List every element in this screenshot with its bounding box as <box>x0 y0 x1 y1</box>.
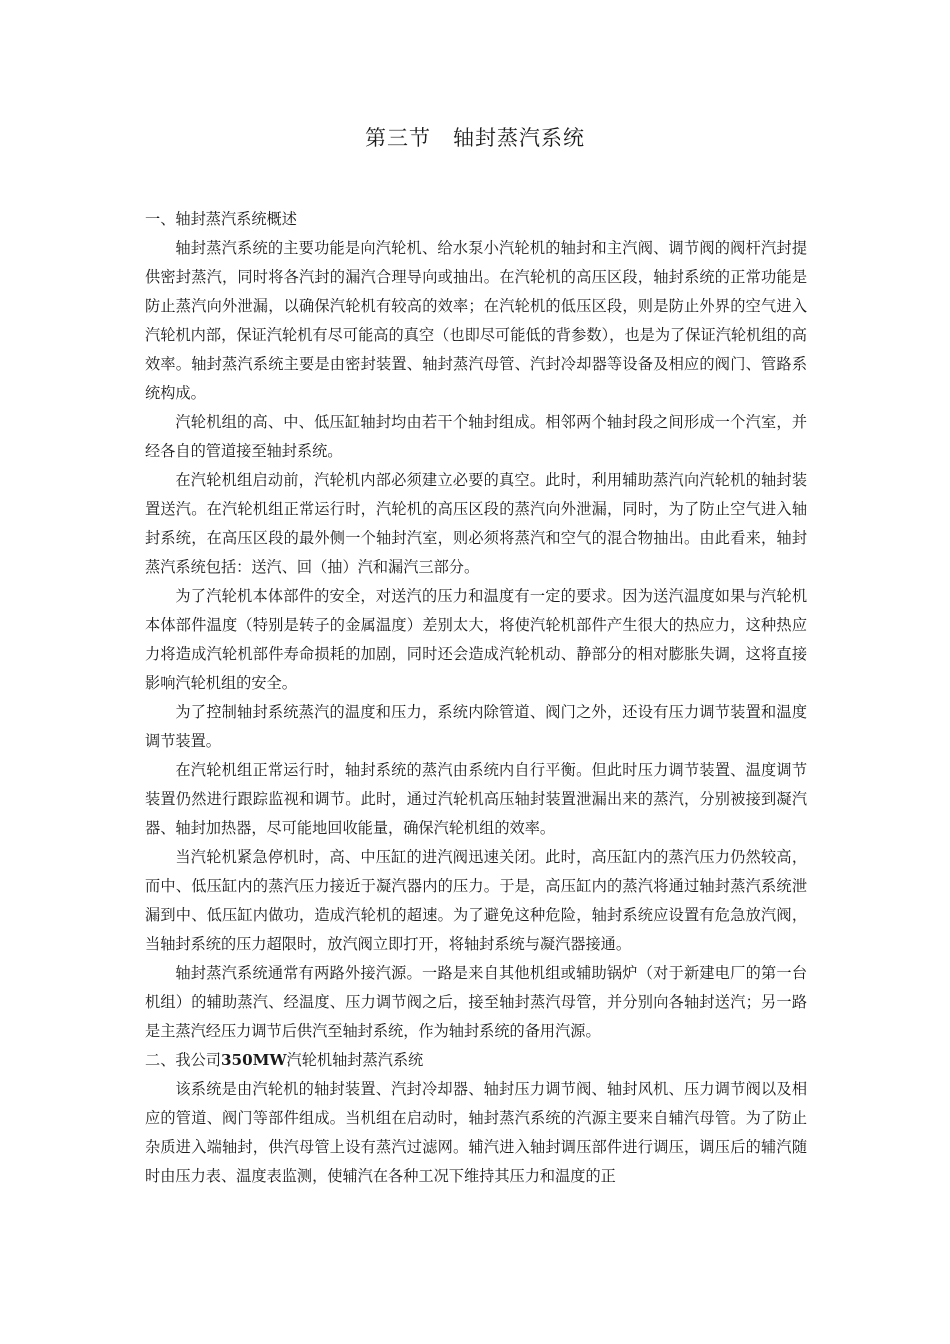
heading-prefix: 二、我公司 <box>145 1051 221 1069</box>
heading-overview: 一、轴封蒸汽系统概述 <box>145 210 297 228</box>
paragraph: 轴封蒸汽系统的主要功能是向汽轮机、给水泵小汽轮机的轴封和主汽阀、调节阀的阀杆汽封提供密封蒸汽，同时将各汽封的漏汽合理导向或抽出。在汽轮机的高压区段，轴封系统的正常功能是防止蒸汽向外泄漏，以确保汽轮机有较高的效率；在汽轮机的低压区段，则是防止外界的空气进入汽轮机内部，保证汽轮机有尽可能高的真空（也即尽可能低的背参数），也是为了保证汽轮机组的高效率。轴封蒸汽系统主要是由密封装置、轴封蒸汽母管、汽封冷却器等设备及相应的阀门、管路系统构成。 <box>145 239 807 402</box>
paragraph: 在汽轮机组正常运行时，轴封系统的蒸汽由系统内自行平衡。但此时压力调节装置、温度调节装置仍然进行跟踪监视和调节。此时，通过汽轮机高压轴封装置泄漏出来的蒸汽，分别被接到凝汽器、轴封加热器，尽可能地回收能量，确保汽轮机组的效率。 <box>145 761 807 837</box>
heading-suffix: 汽轮机轴封蒸汽系统 <box>286 1051 424 1069</box>
paragraph: 在汽轮机组启动前，汽轮机内部必须建立必要的真空。此时，利用辅助蒸汽向汽轮机的轴封装置送汽。在汽轮机组正常运行时，汽轮机的高压区段的蒸汽向外泄漏，同时，为了防止空气进入轴封系统，在高压区段的最外侧一个轴封汽室，则必须将蒸汽和空气的混合物抽出。由此看来，轴封蒸汽系统包括：送汽、回（抽）汽和漏汽三部分。 <box>145 471 807 576</box>
heading-company-system <box>145 1046 807 1075</box>
page-title <box>0 122 950 152</box>
section-number: 第三节 <box>365 126 431 150</box>
paragraph: 该系统是由汽轮机的轴封装置、汽封冷却器、轴封压力调节阀、轴封风机、压力调节阀以及相应的管道、阀门等部件组成。当机组在启动时，轴封蒸汽系统的汽源主要来自辅汽母管。为了防止杂质进入端轴封，供汽母管上设有蒸汽过滤网。辅汽进入轴封调压部件进行调压，调压后的辅汽随时由压力表、温度表监测，使辅汽在各种工况下维持其压力和温度的正 <box>145 1080 807 1185</box>
section-name: 轴封蒸汽系统 <box>453 126 585 150</box>
heading-capacity: 350MW <box>220 1051 287 1069</box>
paragraph: 为了汽轮机本体部件的安全，对送汽的压力和温度有一定的要求。因为送汽温度如果与汽轮机本体部件温度（特别是转子的金属温度）差别太大，将使汽轮机部件产生很大的热应力，这种热应力将造成汽轮机部件寿命损耗的加剧，同时还会造成汽轮机动、静部分的相对膨胀失调，这将直接影响汽轮机组的安全。 <box>145 587 807 692</box>
paragraph: 轴封蒸汽系统通常有两路外接汽源。一路是来自其他机组或辅助锅炉（对于新建电厂的第一台机组）的辅助蒸汽、经温度、压力调节阀之后，接至轴封蒸汽母管，并分别向各轴封送汽；另一路是主蒸汽经压力调节后供汽至轴封系统，作为轴封系统的备用汽源。 <box>145 964 807 1040</box>
paragraph: 当汽轮机紧急停机时，高、中压缸的进汽阀迅速关闭。此时，高压缸内的蒸汽压力仍然较高，而中、低压缸内的蒸汽压力接近于凝汽器内的压力。于是，高压缸内的蒸汽将通过轴封蒸汽系统泄漏到中、低压缸内做功，造成汽轮机的超速。为了避免这种危险，轴封系统应设置有危急放汽阀，当轴封系统的压力超限时，放汽阀立即打开，将轴封系统与凝汽器接通。 <box>145 848 807 953</box>
paragraph: 汽轮机组的高、中、低压缸轴封均由若干个轴封组成。相邻两个轴封段之间形成一个汽室，并经各自的管道接至轴封系统。 <box>145 413 807 460</box>
document-body <box>145 205 807 1191</box>
paragraph: 为了控制轴封系统蒸汽的温度和压力，系统内除管道、阀门之外，还设有压力调节装置和温度调节装置。 <box>145 703 807 750</box>
